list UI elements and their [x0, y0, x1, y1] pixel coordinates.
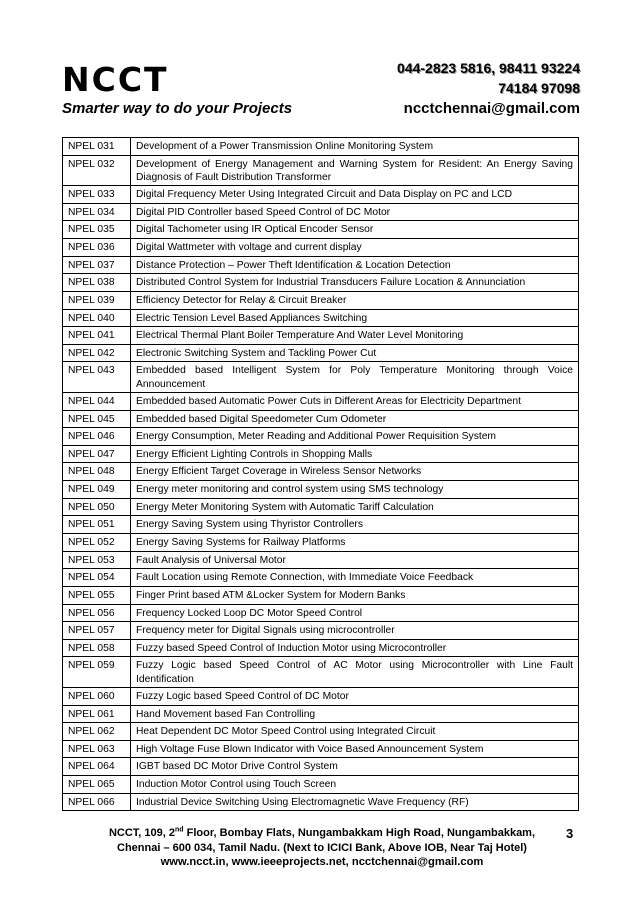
project-code: NPEL 033 — [63, 186, 131, 204]
project-title: Frequency Locked Loop DC Motor Speed Control — [131, 604, 579, 622]
project-title: Fault Analysis of Universal Motor — [131, 551, 579, 569]
project-code: NPEL 062 — [63, 723, 131, 741]
project-title: Embedded based Digital Speedometer Cum Odometer — [131, 410, 579, 428]
table-row — [63, 569, 579, 587]
project-title: Embedded based Automatic Power Cuts in Different Areas for Electricity Department — [131, 392, 579, 410]
project-code: NPEL 031 — [63, 138, 131, 156]
project-code: NPEL 036 — [63, 238, 131, 256]
project-code: NPEL 043 — [63, 362, 131, 392]
project-title: Fuzzy Logic based Speed Control of DC Motor — [131, 687, 579, 705]
project-title: Development of a Power Transmission Online Monitoring System — [131, 138, 579, 156]
project-title: Distributed Control System for Industrial Transducers Failure Location & Annunciation — [131, 274, 579, 292]
project-title: IGBT based DC Motor Drive Control System — [131, 758, 579, 776]
project-title: Heat Dependent DC Motor Speed Control using Integrated Circuit — [131, 723, 579, 741]
table-row — [63, 740, 579, 758]
project-title: Energy Consumption, Meter Reading and Additional Power Requisition System — [131, 428, 579, 446]
table-row — [63, 776, 579, 794]
footer-line-1 — [52, 826, 592, 841]
project-code: NPEL 045 — [63, 410, 131, 428]
project-title: High Voltage Fuse Blown Indicator with Voice Based Announcement System — [131, 740, 579, 758]
table-row — [63, 793, 579, 811]
table-row — [63, 238, 579, 256]
project-code: NPEL 058 — [63, 639, 131, 657]
table-row — [63, 428, 579, 446]
table-row — [63, 498, 579, 516]
footer-ordinal-suffix: nd — [175, 826, 184, 834]
table-row — [63, 586, 579, 604]
project-title: Digital Wattmeter with voltage and current display — [131, 238, 579, 256]
page-number: 3 — [566, 826, 574, 841]
table-row — [63, 392, 579, 410]
project-title: Energy Efficient Target Coverage in Wireless Sensor Networks — [131, 463, 579, 481]
table-row — [63, 639, 579, 657]
footer-address — [52, 826, 592, 870]
project-title: Finger Print based ATM &Locker System for Modern Banks — [131, 586, 579, 604]
table-row — [63, 604, 579, 622]
project-list-table — [62, 137, 579, 811]
brand-logo-text: NCCT — [62, 60, 169, 99]
project-title: Development of Energy Management and Warning System for Resident: An Energy Saving Diagnosis of Fault Distribution Transformer — [131, 155, 579, 185]
project-code: NPEL 049 — [63, 481, 131, 499]
table-row — [63, 445, 579, 463]
table-row — [63, 256, 579, 274]
footer-websites: www.ncct.in, www.ieeeprojects.net, ncctchennai@gmail.com — [160, 856, 484, 868]
project-title: Electronic Switching System and Tackling Power Cut — [131, 344, 579, 362]
project-title: Distance Protection – Power Theft Identification & Location Detection — [131, 256, 579, 274]
table-row — [63, 622, 579, 640]
project-code: NPEL 032 — [63, 155, 131, 185]
project-code: NPEL 059 — [63, 657, 131, 687]
table-row — [63, 362, 579, 392]
table-row — [63, 410, 579, 428]
table-row — [63, 516, 579, 534]
project-title: Electrical Thermal Plant Boiler Temperature And Water Level Monitoring — [131, 327, 579, 345]
project-code: NPEL 051 — [63, 516, 131, 534]
project-code: NPEL 042 — [63, 344, 131, 362]
table-row — [63, 155, 579, 185]
table-row — [63, 327, 579, 345]
table-row — [63, 533, 579, 551]
project-title: Electric Tension Level Based Appliances Switching — [131, 309, 579, 327]
project-code: NPEL 034 — [63, 203, 131, 221]
table-row — [63, 309, 579, 327]
project-title: Digital Tachometer using IR Optical Encoder Sensor — [131, 221, 579, 239]
table-row — [63, 758, 579, 776]
table-row — [63, 723, 579, 741]
project-code: NPEL 035 — [63, 221, 131, 239]
project-code: NPEL 048 — [63, 463, 131, 481]
table-row — [63, 687, 579, 705]
project-code: NPEL 060 — [63, 687, 131, 705]
project-title: Energy Meter Monitoring System with Automatic Tariff Calculation — [131, 498, 579, 516]
table-row — [63, 657, 579, 687]
project-code: NPEL 044 — [63, 392, 131, 410]
project-code: NPEL 056 — [63, 604, 131, 622]
project-title: Energy meter monitoring and control system using SMS technology — [131, 481, 579, 499]
project-code: NPEL 039 — [63, 291, 131, 309]
project-title: Energy Efficient Lighting Controls in Shopping Malls — [131, 445, 579, 463]
table-row — [63, 705, 579, 723]
project-code: NPEL 046 — [63, 428, 131, 446]
project-title: Fuzzy based Speed Control of Induction Motor using Microcontroller — [131, 639, 579, 657]
footer-line-2: Chennai – 600 034, Tamil Nadu. (Next to ICICI Bank, Above IOB, Near Taj Hotel) — [117, 841, 527, 854]
project-title: Hand Movement based Fan Controlling — [131, 705, 579, 723]
table-row — [63, 203, 579, 221]
project-code: NPEL 053 — [63, 551, 131, 569]
project-code: NPEL 064 — [63, 758, 131, 776]
contact-email: ncctchennai@gmail.com — [403, 100, 580, 117]
project-code: NPEL 047 — [63, 445, 131, 463]
table-row — [63, 186, 579, 204]
footer-line-1-start: NCCT, 109, 2 — [108, 827, 175, 839]
project-code: NPEL 061 — [63, 705, 131, 723]
project-title: Frequency meter for Digital Signals using microcontroller — [131, 622, 579, 640]
project-title: Fault Location using Remote Connection, with Immediate Voice Feedback — [131, 569, 579, 587]
table-row — [63, 463, 579, 481]
project-title: Energy Saving Systems for Railway Platforms — [131, 533, 579, 551]
table-row — [63, 551, 579, 569]
project-code: NPEL 038 — [63, 274, 131, 292]
project-code: NPEL 063 — [63, 740, 131, 758]
phone-numbers-line2: 74184 97098 — [498, 80, 580, 96]
project-code: NPEL 040 — [63, 309, 131, 327]
tagline: Smarter way to do your Projects — [62, 100, 293, 117]
project-code: NPEL 037 — [63, 256, 131, 274]
letterhead — [62, 56, 580, 130]
table-row — [63, 291, 579, 309]
project-code: NPEL 050 — [63, 498, 131, 516]
project-title: Digital Frequency Meter Using Integrated Circuit and Data Display on PC and LCD — [131, 186, 579, 204]
project-code: NPEL 065 — [63, 776, 131, 794]
project-title: Embedded based Intelligent System for Poly Temperature Monitoring through Voice Announcement — [131, 362, 579, 392]
table-row — [63, 481, 579, 499]
project-title: Digital PID Controller based Speed Control of DC Motor — [131, 203, 579, 221]
project-code: NPEL 041 — [63, 327, 131, 345]
project-title: Efficiency Detector for Relay & Circuit Breaker — [131, 291, 579, 309]
project-code: NPEL 054 — [63, 569, 131, 587]
project-code: NPEL 052 — [63, 533, 131, 551]
project-title: Industrial Device Switching Using Electromagnetic Wave Frequency (RF) — [131, 793, 579, 811]
project-title: Fuzzy Logic based Speed Control of AC Motor using Microcontroller with Line Fault Identification — [131, 657, 579, 687]
project-code: NPEL 057 — [63, 622, 131, 640]
table-row — [63, 344, 579, 362]
project-list-body — [63, 138, 579, 811]
project-code: NPEL 055 — [63, 586, 131, 604]
table-row — [63, 221, 579, 239]
phone-numbers-line1: 044-2823 5816, 98411 93224 — [397, 60, 580, 76]
project-code: NPEL 066 — [63, 793, 131, 811]
project-title: Induction Motor Control using Touch Screen — [131, 776, 579, 794]
table-row — [63, 274, 579, 292]
footer-line-1-end: Floor, Bombay Flats, Nungambakkam High Road, Nungambakkam, — [183, 827, 536, 839]
table-row — [63, 138, 579, 156]
project-title: Energy Saving System using Thyristor Controllers — [131, 516, 579, 534]
